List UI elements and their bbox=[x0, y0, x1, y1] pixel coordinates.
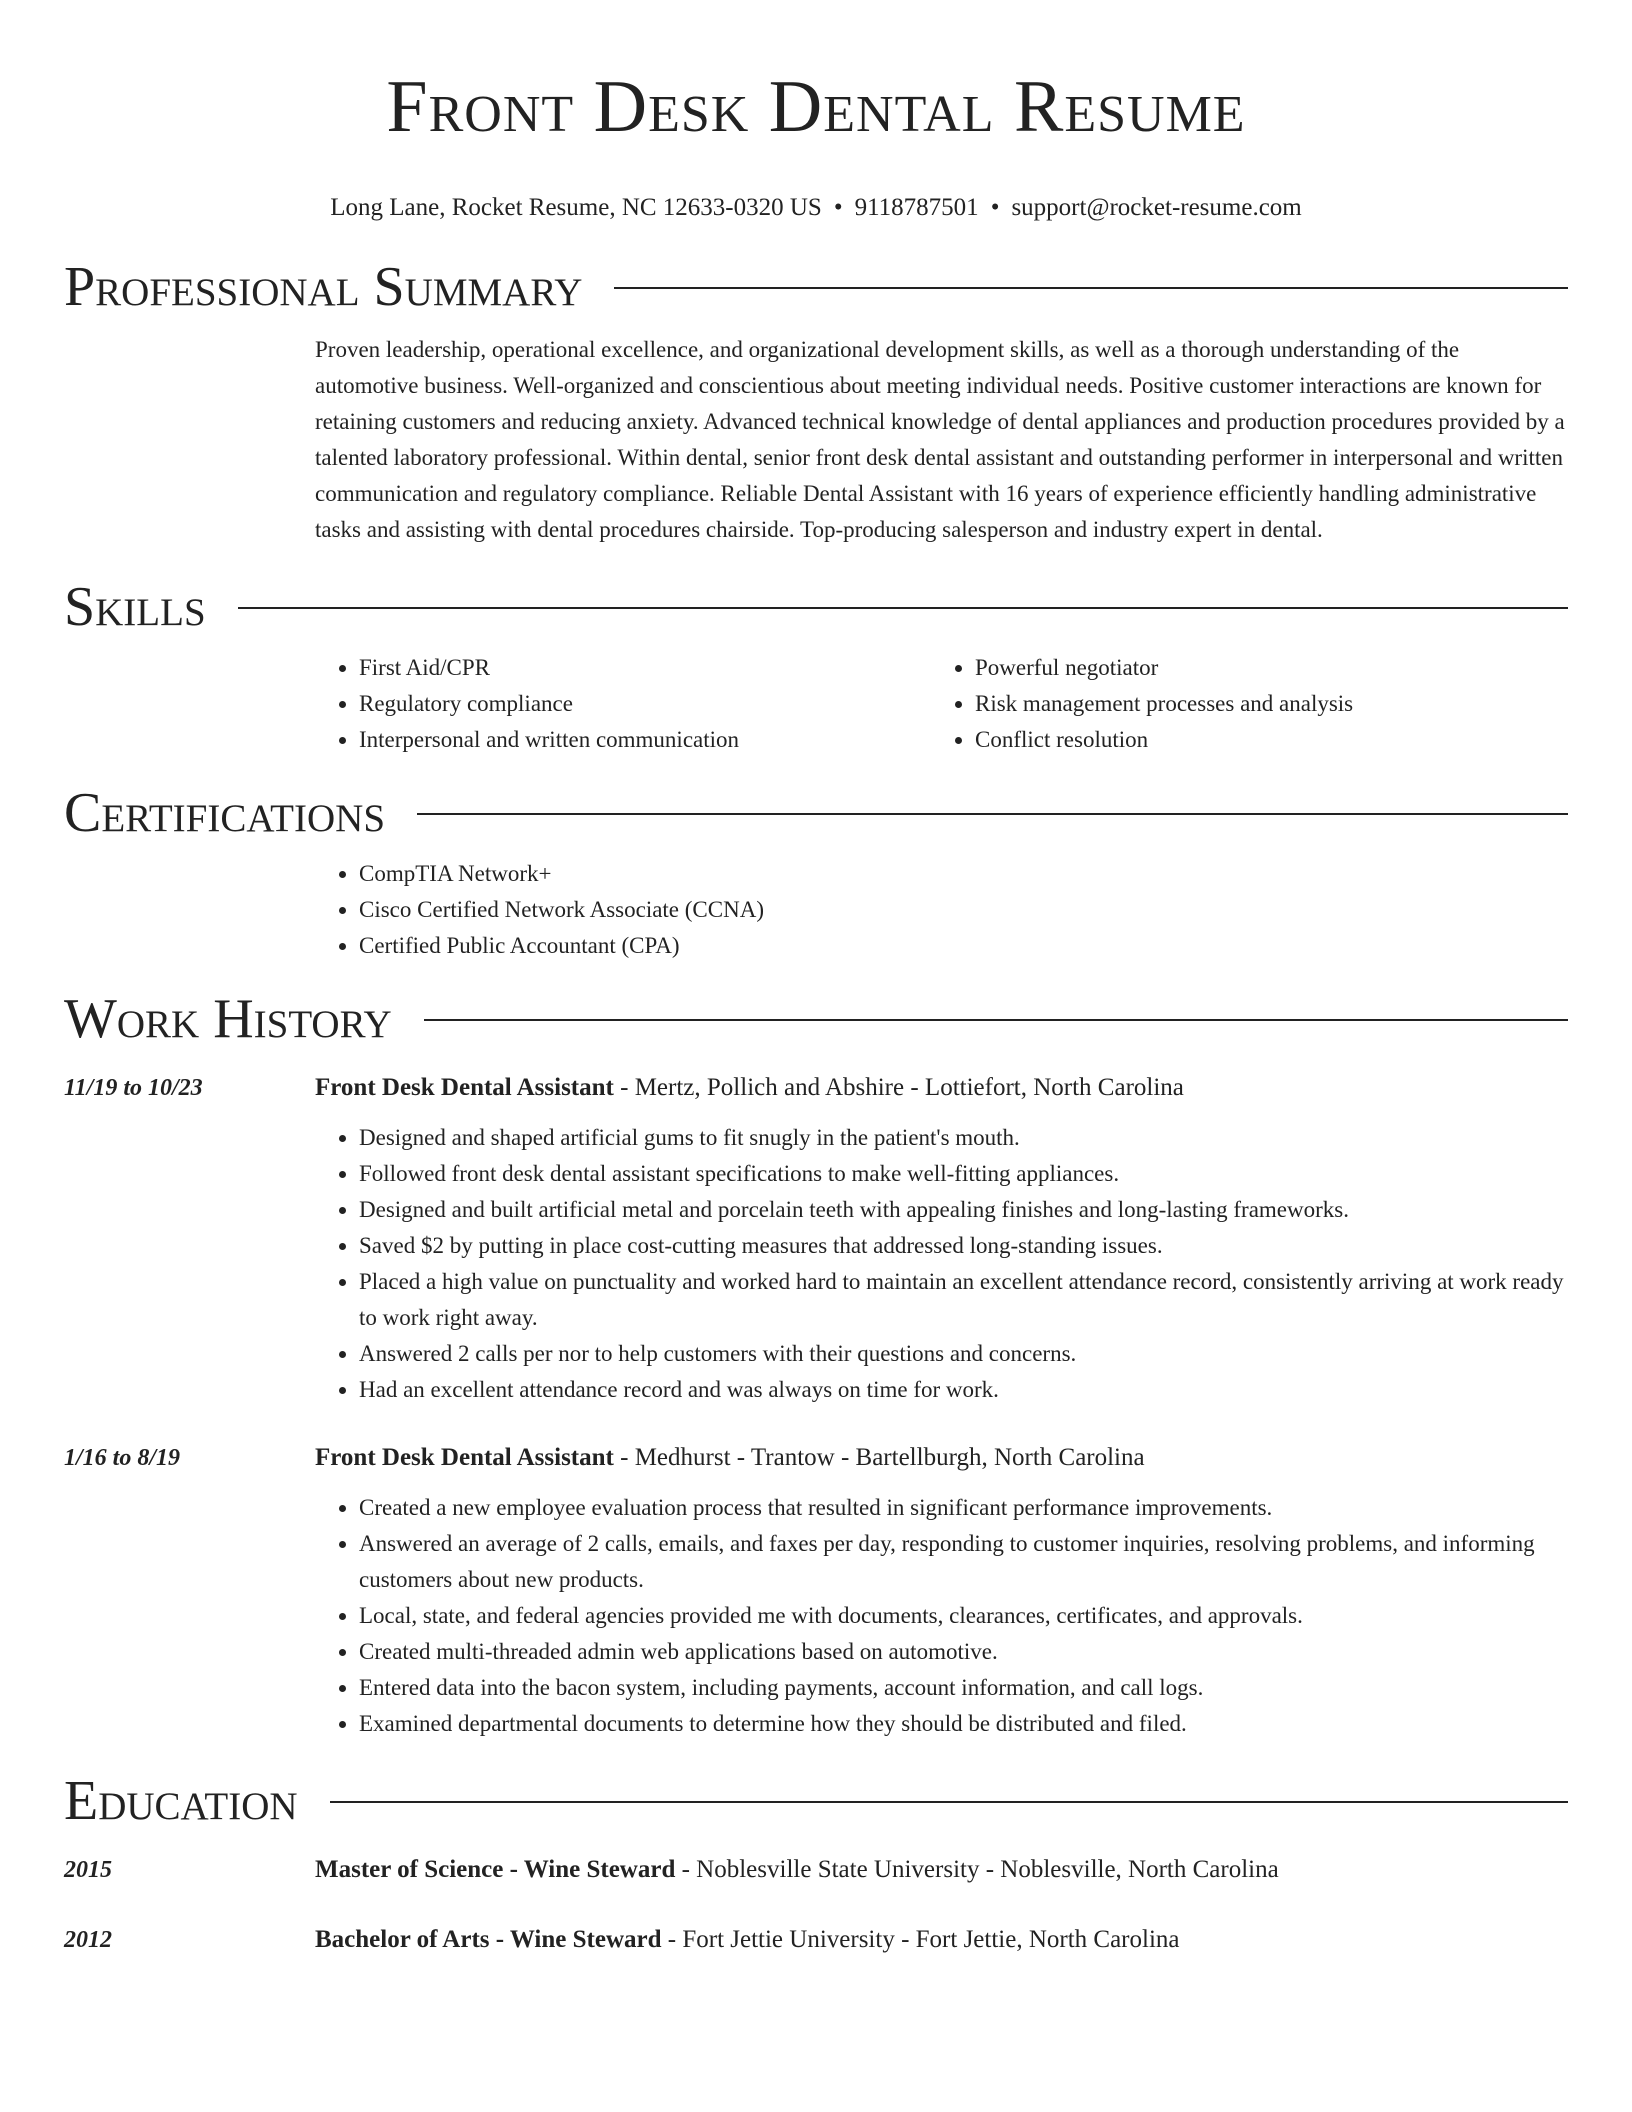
degree-name: Bachelor of Arts - Wine Steward bbox=[315, 1926, 662, 1953]
contact-email: support@rocket-resume.com bbox=[1011, 194, 1302, 221]
work-dates: 1/16 to 8/19 bbox=[64, 1445, 181, 1471]
section-divider bbox=[238, 607, 1568, 609]
skill-item: • Risk management processes and analysis bbox=[975, 686, 1547, 722]
skill-item: • Interpersonal and written communication bbox=[359, 722, 931, 758]
skills-section bbox=[64, 574, 1568, 758]
work-bullets bbox=[315, 1120, 1568, 1408]
section-divider bbox=[424, 1019, 1568, 1021]
certifications-body bbox=[315, 856, 1568, 964]
contact-address: Long Lane, Rocket Resume, NC 12633-0320 US bbox=[330, 194, 822, 221]
work-bullet: • Followed front desk dental assistant specifications to make well-fitting appliances. bbox=[359, 1156, 1568, 1192]
work-entry bbox=[64, 1440, 1568, 1742]
section-divider bbox=[614, 287, 1568, 289]
work-bullet: • Local, state, and federal agencies provided me with documents, clearances, certificates, and approvals. bbox=[359, 1598, 1568, 1634]
work-bullet: • Placed a high value on punctuality and worked hard to maintain an excellent attendance record, consistently arriving at work ready to work right away. bbox=[359, 1264, 1568, 1336]
education-heading: Education bbox=[64, 1770, 298, 1832]
school-info: - Fort Jettie University - Fort Jettie, North Carolina bbox=[661, 1926, 1180, 1953]
summary-text: Proven leadership, operational excellence, and organizational development skills, as well as a thorough understanding of the automotive business. Well-organized and conscientious about meeting individual needs. Positive customer interactions are known for retaining customers and reducing anxiety. Advanced technical knowledge of dental appliances and production procedures provided by a talented laboratory professional. Within dental, senior front desk dental assistant and outstanding performer in interpersonal and written communication and regulatory compliance. Reliable Dental Assistant with 16 years of experience efficiently handling administrative tasks and assisting with dental procedures chairside. Top-producing salesperson and industry expert in dental. bbox=[315, 337, 1565, 542]
education-year: 2015 bbox=[64, 1857, 112, 1883]
work-bullet: • Entered data into the bacon system, including payments, account information, and call logs. bbox=[359, 1670, 1568, 1706]
education-title-line bbox=[315, 1922, 1568, 1958]
work-bullet: • Created multi-threaded admin web applications based on automotive. bbox=[359, 1634, 1568, 1670]
contact-separator: • bbox=[990, 194, 1000, 221]
resume-page bbox=[64, 0, 1568, 1958]
job-employer: - Mertz, Pollich and Abshire - Lottiefort, North Carolina bbox=[613, 1074, 1184, 1101]
certifications-heading: Certifications bbox=[64, 782, 386, 844]
work-bullets bbox=[315, 1490, 1568, 1742]
work-details bbox=[315, 1440, 1568, 1742]
education-header bbox=[64, 1768, 1568, 1834]
work-title-line bbox=[315, 1070, 1568, 1106]
skill-item: • Conflict resolution bbox=[975, 722, 1547, 758]
work-bullet: • Had an excellent attendance record and was always on time for work. bbox=[359, 1372, 1568, 1408]
work-bullet: • Created a new employee evaluation process that resulted in significant performance improvements. bbox=[359, 1490, 1568, 1526]
education-title-line bbox=[315, 1852, 1568, 1888]
summary-header bbox=[64, 254, 1568, 320]
certifications-section bbox=[64, 780, 1568, 964]
work-dates: 11/19 to 10/23 bbox=[64, 1075, 203, 1101]
work-bullet: • Examined departmental documents to determine how they should be distributed and filed. bbox=[359, 1706, 1568, 1742]
skill-item: • Powerful negotiator bbox=[975, 650, 1547, 686]
education-year: 2012 bbox=[64, 1927, 112, 1953]
skills-header bbox=[64, 574, 1568, 640]
resume-title: Front Desk Dental Resume bbox=[386, 66, 1246, 148]
skills-list-left bbox=[315, 650, 931, 758]
contact-separator: • bbox=[833, 194, 843, 221]
certification-item: • CompTIA Network+ bbox=[359, 856, 1568, 892]
job-title: Front Desk Dental Assistant bbox=[315, 1074, 614, 1101]
skill-item: • First Aid/CPR bbox=[359, 650, 931, 686]
education-entry bbox=[64, 1922, 1568, 1958]
summary-body bbox=[315, 332, 1568, 548]
work-heading: Work History bbox=[64, 988, 392, 1050]
education-section bbox=[64, 1768, 1568, 1958]
degree-name: Master of Science - Wine Steward bbox=[315, 1856, 676, 1883]
contact-phone: 9118787501 bbox=[854, 194, 979, 221]
skills-heading: Skills bbox=[64, 576, 206, 638]
certification-item: • Certified Public Accountant (CPA) bbox=[359, 928, 1568, 964]
work-bullet: • Answered an average of 2 calls, emails, and faxes per day, responding to customer inquiries, resolving problems, and informing customers about new products. bbox=[359, 1526, 1568, 1598]
work-bullet: • Designed and shaped artificial gums to fit snugly in the patient's mouth. bbox=[359, 1120, 1568, 1156]
work-entry bbox=[64, 1070, 1568, 1408]
work-bullet: • Designed and built artificial metal and porcelain teeth with appealing finishes and long-lasting frameworks. bbox=[359, 1192, 1568, 1228]
summary-heading: Professional Summary bbox=[64, 256, 583, 318]
skill-item: • Regulatory compliance bbox=[359, 686, 931, 722]
certifications-header bbox=[64, 780, 1568, 846]
education-details bbox=[315, 1922, 1568, 1958]
work-title-line bbox=[315, 1440, 1568, 1476]
summary-section bbox=[64, 254, 1568, 548]
work-header bbox=[64, 986, 1568, 1052]
certifications-list bbox=[315, 856, 1568, 964]
education-details bbox=[315, 1852, 1568, 1888]
certification-item: • Cisco Certified Network Associate (CCNA) bbox=[359, 892, 1568, 928]
contact-line bbox=[64, 192, 1568, 224]
section-divider bbox=[417, 813, 1568, 815]
job-title: Front Desk Dental Assistant bbox=[315, 1444, 614, 1471]
skills-list-right bbox=[931, 650, 1547, 758]
school-info: - Noblesville State University - Noblesville, North Carolina bbox=[675, 1856, 1279, 1883]
work-bullet: • Answered 2 calls per nor to help customers with their questions and concerns. bbox=[359, 1336, 1568, 1372]
work-bullet: • Saved $2 by putting in place cost-cutting measures that addressed long-standing issues. bbox=[359, 1228, 1568, 1264]
job-employer: - Medhurst - Trantow - Bartellburgh, North Carolina bbox=[613, 1444, 1145, 1471]
work-details bbox=[315, 1070, 1568, 1408]
work-section bbox=[64, 986, 1568, 1742]
education-entry bbox=[64, 1852, 1568, 1888]
section-divider bbox=[330, 1801, 1568, 1803]
skills-grid bbox=[315, 650, 1568, 758]
